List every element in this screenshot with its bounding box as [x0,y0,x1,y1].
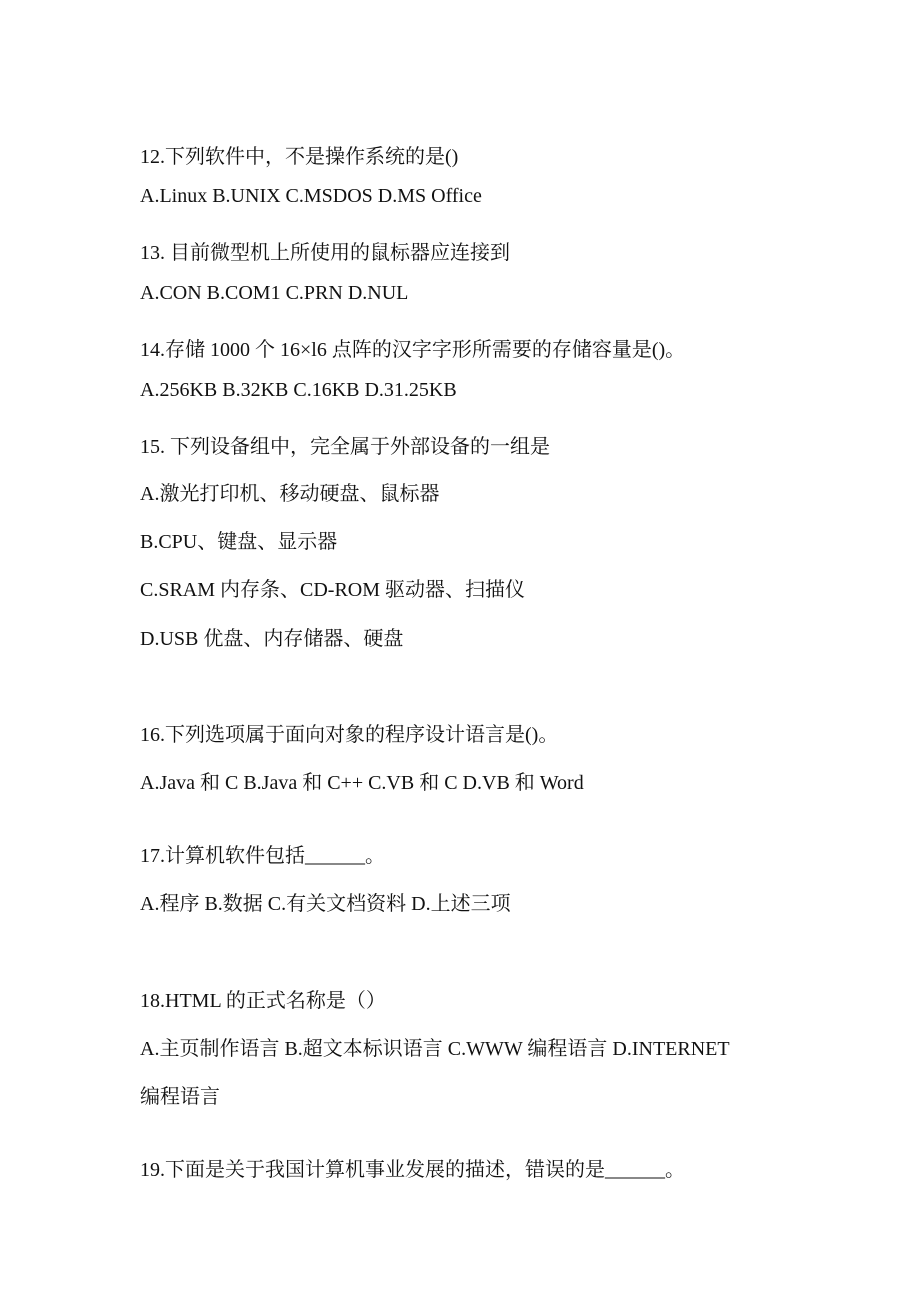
question-15-option-c: C.SRAM 内存条、CD-ROM 驱动器、扫描仪 [140,579,526,601]
question-17-options: A.程序 B.数据 C.有关文档资料 D.上述三项 [140,893,511,915]
question-19-stem: 19.下面是关于我国计算机事业发展的描述，错误的是______。 [140,1159,685,1181]
question-14-options: A.256KB B.32KB C.16KB D.31.25KB [140,379,457,401]
question-18-stem: 18.HTML 的正式名称是（） [140,990,386,1012]
question-17-stem: 17.计算机软件包括______。 [140,845,385,867]
question-13-options: A.CON B.COM1 C.PRN D.NUL [140,282,409,304]
question-18-options: A.主页制作语言 B.超文本标识语言 C.WWW 编程语言 D.INTERNET [140,1038,730,1060]
question-15-option-d: D.USB 优盘、内存储器、硬盘 [140,628,404,650]
question-16-stem: 16.下列选项属于面向对象的程序设计语言是()。 [140,724,559,746]
question-12-options: A.Linux B.UNIX C.MSDOS D.MS Office [140,185,482,207]
question-12-stem: 12.下列软件中，不是操作系统的是() [140,146,459,168]
question-13-stem: 13. 目前微型机上所使用的鼠标器应连接到 [140,242,510,264]
question-14-stem: 14.存储 1000 个 16×l6 点阵的汉字字形所需要的存储容量是()。 [140,339,686,361]
question-16-options: A.Java 和 C B.Java 和 C++ C.VB 和 C D.VB 和 Word [140,772,584,794]
question-18-options-continued: 编程语言 [140,1086,220,1108]
question-15-stem: 15. 下列设备组中，完全属于外部设备的一组是 [140,436,550,458]
question-15-option-a: A.激光打印机、移动硬盘、鼠标器 [140,483,440,505]
question-15-option-b: B.CPU、键盘、显示器 [140,531,338,553]
